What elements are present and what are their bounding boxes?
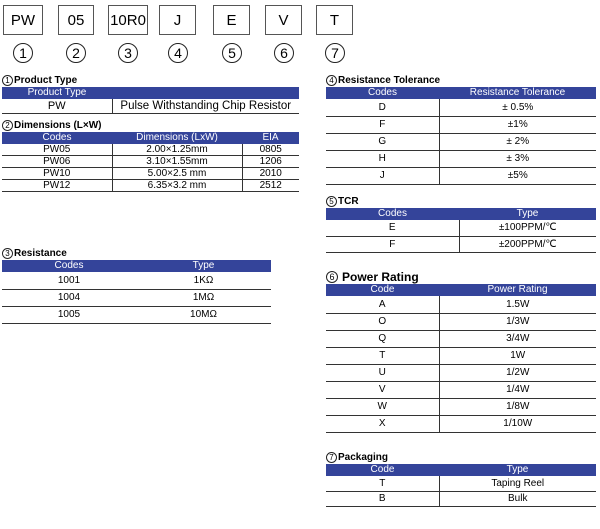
table-cell: 3.10×1.55mm bbox=[112, 156, 242, 168]
table-cell: 1W bbox=[510, 350, 526, 361]
section-title-text: Power Rating bbox=[342, 269, 419, 284]
table-cell: ±1% bbox=[507, 119, 528, 130]
table-cell: 1/8W bbox=[506, 401, 530, 412]
table-cell: PW05 bbox=[43, 144, 71, 155]
column-header: Type bbox=[439, 464, 596, 476]
table-cell: V bbox=[326, 381, 439, 398]
packaging-table bbox=[326, 464, 596, 507]
power-table bbox=[326, 284, 596, 433]
table-cell: 1KΩ bbox=[193, 274, 214, 286]
table-cell: PW bbox=[47, 99, 66, 112]
column-header: Codes bbox=[326, 87, 439, 99]
column-header: Power Rating bbox=[439, 284, 596, 296]
column-header: EIA bbox=[242, 132, 299, 144]
table-cell: PW10 bbox=[43, 168, 71, 179]
column-header: Codes bbox=[2, 132, 112, 144]
table-cell: F bbox=[326, 236, 459, 252]
section-title-text: Packaging bbox=[338, 452, 389, 463]
code-box-resistance: 10R0 bbox=[108, 5, 148, 35]
section-title-text: Product Type bbox=[14, 75, 78, 86]
table-cell: Pulse Withstanding Chip Resistor bbox=[112, 99, 299, 113]
section-number-icon: 7 bbox=[326, 452, 337, 463]
column-header: Type bbox=[136, 260, 271, 272]
product-type-table bbox=[2, 87, 299, 114]
dimensions-section bbox=[2, 119, 299, 192]
column-header: Resistance Tolerance bbox=[439, 87, 596, 99]
resistance-title bbox=[2, 247, 271, 260]
code-box-power: V bbox=[265, 5, 302, 35]
table-cell: X bbox=[326, 415, 439, 432]
column-header: Codes bbox=[2, 260, 136, 272]
tcr-table bbox=[326, 208, 596, 253]
section-number-icon: 5 bbox=[326, 196, 337, 207]
table-cell: ± 2% bbox=[506, 136, 530, 147]
section-title-text: Dimensions (L×W) bbox=[14, 120, 102, 131]
section-title-text: TCR bbox=[338, 196, 359, 207]
table-cell: PW06 bbox=[43, 156, 71, 167]
table-cell: 1206 bbox=[242, 156, 299, 168]
column-header: Type bbox=[459, 208, 596, 220]
tolerance-section bbox=[326, 74, 596, 185]
packaging-section bbox=[326, 451, 596, 507]
column-header: Product Type bbox=[2, 87, 112, 99]
column-header: Codes bbox=[326, 208, 459, 220]
code-box-tcr: E bbox=[213, 5, 250, 35]
table-cell: 6.35×3.2 mm bbox=[112, 180, 242, 192]
table-cell: E bbox=[326, 220, 459, 236]
number-circle-1: 1 bbox=[13, 43, 33, 63]
table-cell: 1MΩ bbox=[192, 292, 215, 303]
table-cell: J bbox=[326, 167, 439, 184]
table-cell: T bbox=[326, 476, 439, 491]
table-cell: G bbox=[326, 133, 439, 150]
section-number-icon: 2 bbox=[2, 120, 13, 131]
table-cell: 1/2W bbox=[506, 367, 530, 378]
code-box-dimensions: 05 bbox=[58, 5, 94, 35]
table-cell: 1/10W bbox=[503, 418, 533, 429]
section-title-text: Resistance bbox=[14, 248, 67, 259]
section-title-text: Resistance Tolerance bbox=[338, 75, 441, 86]
table-cell: 2512 bbox=[242, 180, 299, 192]
product-type-section bbox=[2, 74, 299, 114]
table-cell: Taping Reel bbox=[491, 477, 545, 489]
table-cell: 5.00×2.5 mm bbox=[112, 168, 242, 180]
table-cell: 10MΩ bbox=[190, 309, 217, 320]
table-cell: 1004 bbox=[57, 292, 81, 303]
product-type-title bbox=[2, 74, 299, 87]
number-circle-4: 4 bbox=[168, 43, 188, 63]
power-section bbox=[326, 269, 596, 433]
section-number-icon: 4 bbox=[326, 75, 337, 86]
code-box-product-type: PW bbox=[3, 5, 43, 35]
number-circle-2: 2 bbox=[66, 43, 86, 63]
table-cell: T bbox=[326, 347, 439, 364]
table-cell: ± 0.5% bbox=[502, 101, 534, 113]
table-cell: 1/3W bbox=[506, 316, 530, 327]
column-header: Dimensions (LxW) bbox=[112, 132, 242, 144]
table-cell: ±5% bbox=[507, 170, 528, 181]
table-cell: W bbox=[326, 398, 439, 415]
table-cell: ±200PPM/℃ bbox=[498, 238, 557, 250]
resistance-table bbox=[2, 260, 271, 324]
table-cell: 3/4W bbox=[506, 333, 530, 344]
section-number-icon: 6 bbox=[326, 271, 338, 283]
packaging-title bbox=[326, 451, 596, 464]
table-cell: B bbox=[326, 491, 439, 506]
table-cell: 1/4W bbox=[506, 384, 530, 395]
column-header-blank bbox=[112, 87, 299, 99]
table-cell: Q bbox=[326, 330, 439, 347]
section-number-icon: 3 bbox=[2, 248, 13, 259]
table-cell: PW12 bbox=[43, 180, 71, 191]
number-circle-5: 5 bbox=[222, 43, 242, 63]
table-cell: 2010 bbox=[242, 168, 299, 180]
table-cell: F bbox=[326, 116, 439, 133]
table-cell: 1.5W bbox=[506, 298, 530, 310]
code-box-tolerance: J bbox=[159, 5, 196, 35]
number-circle-3: 3 bbox=[118, 43, 138, 63]
number-circle-6: 6 bbox=[274, 43, 294, 63]
tolerance-title bbox=[326, 74, 596, 87]
table-cell: ±100PPM/℃ bbox=[498, 222, 557, 234]
table-cell: A bbox=[326, 296, 439, 313]
section-number-icon: 1 bbox=[2, 75, 13, 86]
tolerance-table bbox=[326, 87, 596, 185]
table-cell: 1005 bbox=[57, 309, 81, 320]
table-cell: D bbox=[326, 99, 439, 116]
table-cell: Bulk bbox=[508, 493, 528, 504]
number-circle-7: 7 bbox=[325, 43, 345, 63]
code-box-packaging: T bbox=[316, 5, 353, 35]
dimensions-title bbox=[2, 119, 299, 132]
table-cell: 0805 bbox=[242, 144, 299, 156]
column-header: Code bbox=[326, 284, 439, 296]
power-title bbox=[326, 269, 596, 284]
dimensions-table bbox=[2, 132, 299, 192]
table-cell: 1001 bbox=[57, 274, 81, 286]
table-cell: ± 3% bbox=[506, 153, 530, 164]
table-cell: 2.00×1.25mm bbox=[112, 144, 242, 156]
table-cell: U bbox=[326, 364, 439, 381]
table-cell: H bbox=[326, 150, 439, 167]
resistance-section bbox=[2, 247, 271, 324]
tcr-title bbox=[326, 195, 596, 208]
column-header: Code bbox=[326, 464, 439, 476]
tcr-section bbox=[326, 195, 596, 253]
table-cell: O bbox=[326, 313, 439, 330]
